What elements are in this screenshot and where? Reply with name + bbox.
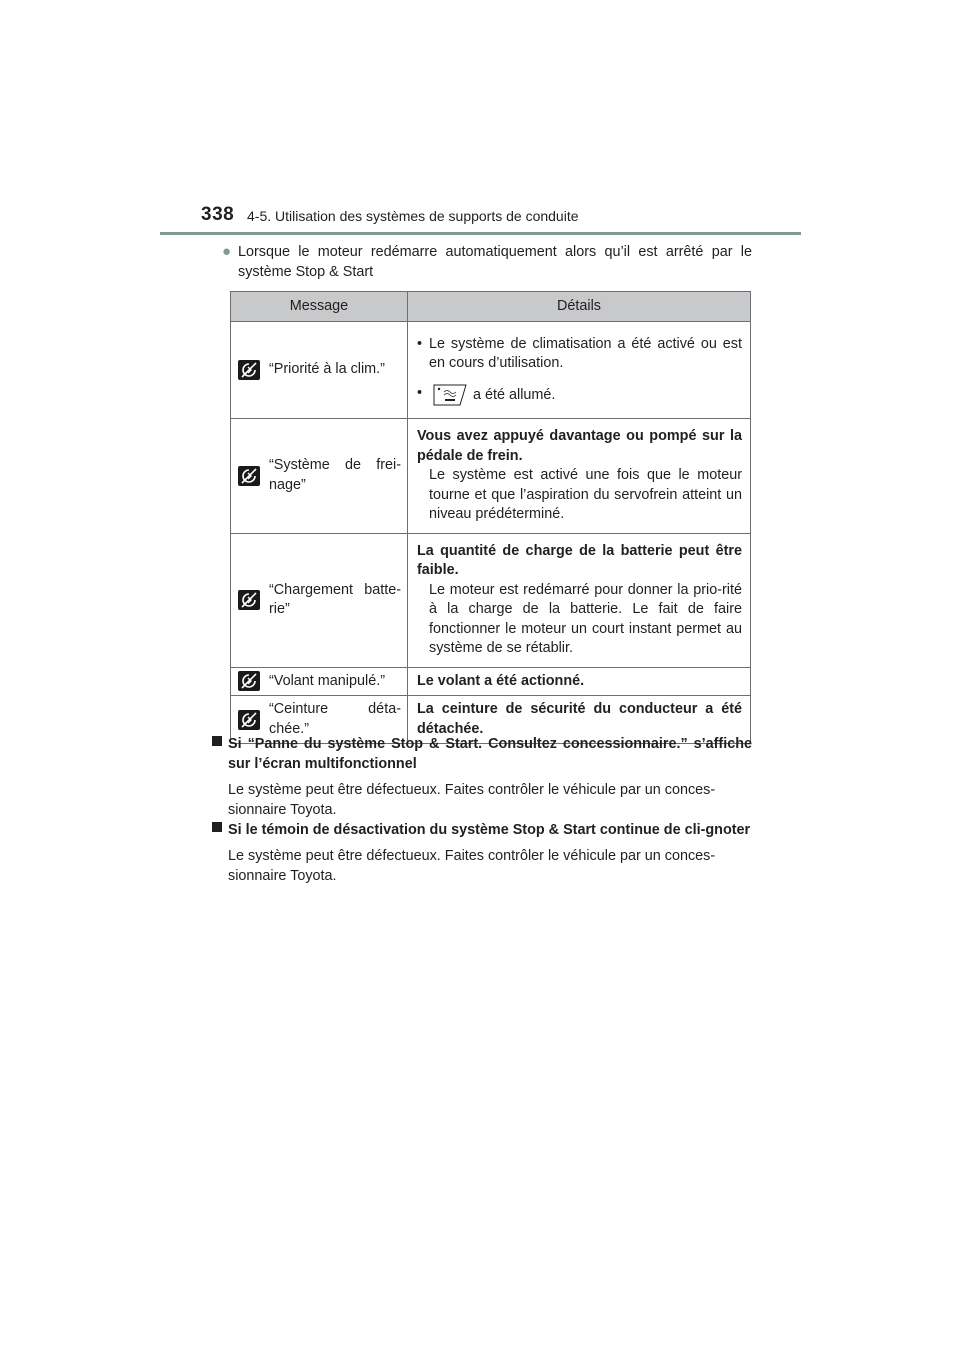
detail-bullet: • a été allumé. [417, 384, 742, 406]
detail-heading: La ceinture de sécurité du conducteur a été détachée. [417, 701, 742, 737]
stop-start-indicator-icon [238, 466, 260, 486]
stop-start-indicator-icon [238, 590, 260, 610]
table-row [231, 533, 751, 667]
column-header-details: Détails [408, 292, 751, 322]
bullet-icon: ● [222, 243, 232, 260]
detail-text: Le système de climatisation a été activé ou est en cours d’utilisation. [429, 335, 742, 371]
column-header-message: Message [231, 292, 408, 322]
stop-start-indicator-icon [238, 671, 260, 691]
subsection-temoin [212, 820, 752, 886]
detail-heading: Le volant a été actionné. [417, 672, 585, 689]
stop-start-indicator-icon [238, 360, 260, 380]
front-defroster-icon [433, 384, 467, 406]
intro-text: Lorsque le moteur redémarre automatiquement alors qu’il est arrêté par le système Stop & Start [238, 244, 752, 280]
table-row [231, 419, 751, 534]
detail-text: a été allumé. [473, 386, 556, 403]
table-row [231, 322, 751, 419]
section-title: 4-5. Utilisation des systèmes de supports de conduite [247, 208, 579, 224]
table-row [231, 667, 751, 696]
message-text: “Priorité à la clim.” [269, 361, 385, 378]
square-bullet-icon [212, 736, 222, 746]
subsection-body: Le système peut être défectueux. Faites contrôler le véhicule par un conces-sionnaire Toyota. [228, 848, 716, 884]
detail-heading: La quantité de charge de la batterie peut être faible. [417, 542, 742, 578]
message-text: “Système de frei-nage” [269, 457, 401, 493]
subsection-heading: Si le témoin de désactivation du système Stop & Start continue de cli-gnoter [228, 822, 751, 838]
stop-start-indicator-icon [238, 710, 260, 730]
detail-heading: Vous avez appuyé davantage ou pompé sur la pédale de frein. [417, 428, 742, 464]
intro-paragraph [222, 242, 752, 282]
square-bullet-icon [212, 822, 222, 832]
subsection-panne [212, 734, 752, 820]
message-text: “Volant manipulé.” [269, 672, 385, 689]
message-text: “Chargement batte-rie” [269, 581, 401, 617]
header-rule [160, 232, 801, 235]
page-number: 338 [201, 204, 235, 225]
detail-bullet: • Le système de climatisation a été activé ou est en cours d’utilisation. [417, 335, 742, 371]
detail-text: Le moteur est redémarré pour donner la prio-rité à la charge de la batterie. Le fait de faire fonctionner le moteur un court instant permet au système de se rétablir. [429, 581, 742, 656]
detail-text: Le système est activé une fois que le moteur tourne et que l’aspiration du servofrein atteint un niveau prédéterminé. [429, 467, 742, 522]
message-table [230, 291, 751, 744]
table-header-row [231, 292, 751, 322]
message-text: “Ceinture déta-chée.” [269, 701, 401, 737]
subsection-body: Le système peut être défectueux. Faites contrôler le véhicule par un conces-sionnaire Toyota. [228, 782, 716, 818]
subsection-heading: Si “Panne du système Stop & Start. Consultez concessionnaire.” s’affiche sur l’écran multifonctionnel [228, 736, 752, 772]
